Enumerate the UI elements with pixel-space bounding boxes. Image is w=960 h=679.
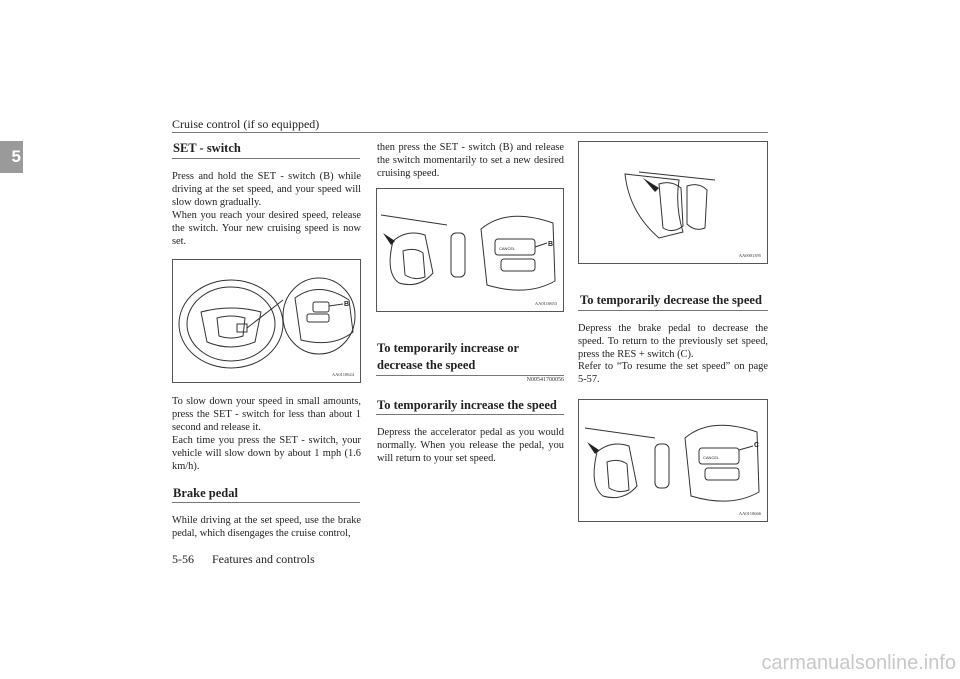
heading-rule xyxy=(376,375,564,376)
callout-label: B xyxy=(548,241,554,248)
steering-wheel-illustration xyxy=(173,260,361,383)
figure-set-switch xyxy=(376,188,564,312)
document-code: N00541700056 xyxy=(526,377,564,383)
set-switch-illustration xyxy=(377,189,564,312)
press-arrow-icon xyxy=(643,178,659,192)
heading-set-switch: SET - switch xyxy=(173,141,241,155)
callout-label: C xyxy=(754,442,760,449)
callout-label: B xyxy=(344,301,350,308)
heading-rule xyxy=(172,502,360,503)
chapter-tab: 5 xyxy=(0,141,23,173)
header-rule xyxy=(172,132,768,133)
heading-temporarily-decrease: To temporarily decrease the speed xyxy=(580,293,762,307)
paragraph: Press and hold the SET - switch (B) while driving at the set speed, and your speed will slow down gradually. xyxy=(172,171,361,209)
cancel-label: CANCEL xyxy=(703,455,720,460)
heading-rule xyxy=(578,310,768,311)
paragraph: While driving at the set speed, use the brake pedal, which disengages the cruise control, xyxy=(172,515,361,540)
heading-rule xyxy=(376,414,564,415)
paragraph: then press the SET - switch (B) and release the switch momentarily to set a new desired cruising speed. xyxy=(377,142,564,180)
figure-id: AA0110666 xyxy=(738,511,761,516)
figure-steering-wheel xyxy=(172,259,361,383)
heading-rule xyxy=(172,158,360,159)
paragraph: Depress the brake pedal to decrease the speed. To return to the previously set speed, press the RES + switch (C). xyxy=(578,323,768,361)
figure-id: AA0110653 xyxy=(534,301,557,306)
paragraph: Depress the accelerator pedal as you would normally. When you release the pedal, you will return to your set speed. xyxy=(377,427,564,465)
watermark: carmanualsonline.info xyxy=(761,652,956,674)
figure-id: AA0001395 xyxy=(738,253,761,258)
paragraph: When you reach your desired speed, release the switch. Your new cruising speed is now set. xyxy=(172,210,361,248)
figure-id: AA0110624 xyxy=(331,372,354,377)
press-arrow-icon xyxy=(383,233,395,245)
heading-temporarily-increase: To temporarily increase the speed xyxy=(377,398,557,412)
heading-temporarily-increase-or-decrease: To temporarily increase or decrease the speed xyxy=(377,341,519,372)
footer-section: Features and controls xyxy=(212,552,315,566)
paragraph: To slow down your speed in small amounts, press the SET - switch for less than about 1 second and release it. xyxy=(172,396,361,434)
brake-pedal-illustration xyxy=(579,142,768,264)
res-switch-illustration xyxy=(579,400,768,522)
cancel-label: CANCEL xyxy=(499,246,516,251)
paragraph: Refer to “To resume the set speed” on page 5-57. xyxy=(578,361,768,386)
figure-res-switch xyxy=(578,399,768,522)
paragraph: Each time you press the SET - switch, your vehicle will slow down by about 1 mph (1.6 km/h). xyxy=(172,435,361,473)
page-footer xyxy=(172,552,315,567)
figure-brake-pedal xyxy=(578,141,768,264)
page-number: 5-56 xyxy=(172,552,194,566)
header-title: Cruise control (if so equipped) xyxy=(172,117,320,131)
heading-brake-pedal: Brake pedal xyxy=(173,486,238,500)
